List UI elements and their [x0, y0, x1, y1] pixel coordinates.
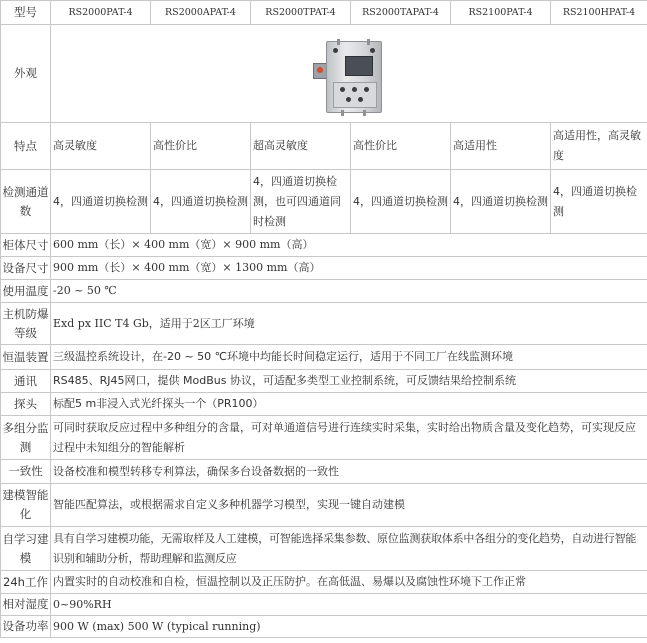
button-icon	[352, 87, 357, 92]
channel-value: 4，四通道切换检测	[551, 170, 647, 234]
feature-value: 高适用性，高灵敏度	[551, 123, 647, 170]
spec-value: 标配5 m非浸入式光纤探头一个（PR100）	[51, 393, 647, 416]
indicator-light-icon	[317, 67, 323, 73]
spec-row	[1, 416, 647, 460]
spec-label: 一致性	[1, 460, 51, 484]
spec-label: 自学习建模	[1, 527, 51, 571]
model-name: RS2100HPAT-4	[551, 1, 647, 25]
features-row	[1, 123, 647, 170]
spec-value: 具有自学习建模功能，无需取样及人工建模，可智能选择采集参数、原位监测获取体系中各组分的变化趋势，自动进行智能识别和辅助分析，帮助理解和监测反应	[51, 527, 647, 571]
button-icon	[364, 87, 369, 92]
spec-value: 900 W (max) 500 W (typical running)	[51, 616, 647, 638]
spec-label: 柜体尺寸	[1, 234, 51, 257]
button-icon	[346, 97, 351, 102]
spec-value: 可同时获取反应过程中多种组分的含量，可对单通道信号进行连续实时采集，实时给出物质含量及变化趋势，可实现反应过程中未知组分的智能解析	[51, 416, 647, 460]
button-icon	[358, 97, 363, 102]
spec-value: 设备校准和模型转移专利算法，确保多台设备数据的一致性	[51, 460, 647, 484]
spec-label: 建模智能化	[1, 484, 51, 527]
spec-value: 900 mm（长）× 400 mm（宽）× 1300 mm（高）	[51, 257, 647, 280]
model-name: RS2000TPAT-4	[251, 1, 351, 25]
spec-label: 24h工作	[1, 571, 51, 594]
channel-value: 4，四通道切换检测	[351, 170, 451, 234]
pipe-fitting	[367, 39, 370, 45]
channels-row	[1, 170, 647, 234]
channel-value: 4，四通道切换检测	[451, 170, 551, 234]
spec-label: 使用温度	[1, 280, 51, 303]
pipe-fitting	[363, 110, 366, 116]
header-row	[1, 1, 647, 25]
spec-value: RS485、RJ45网口，提供 ModBus 协议，可适配多类型工业控制系统，可反馈结果给控制系统	[51, 370, 647, 393]
latch-icon	[333, 48, 338, 53]
cabinet-body	[326, 41, 382, 113]
model-label: 型号	[1, 1, 51, 25]
spec-row	[1, 594, 647, 616]
feature-value: 高灵敏度	[51, 123, 151, 170]
spec-row	[1, 303, 647, 345]
channel-value: 4，四通道切换检测，也可四通道同时检测	[251, 170, 351, 234]
spec-value: 内置实时的自动校准和自检，恒温控制以及正压防护。在高低温、易爆以及腐蚀性环境下工作正常	[51, 571, 647, 594]
spec-row	[1, 234, 647, 257]
feature-value: 高性价比	[351, 123, 451, 170]
spec-row	[1, 571, 647, 594]
spec-label: 探头	[1, 393, 51, 416]
spec-value: -20 ~ 50 ℃	[51, 280, 647, 303]
spec-row	[1, 460, 647, 484]
spec-value: 三级温控系统设计，在-20 ~ 50 ℃环境中均能长时间稳定运行，适用于不同工厂在线监测环境	[51, 345, 647, 370]
appearance-label: 外观	[1, 25, 51, 123]
feature-value: 高适用性	[451, 123, 551, 170]
feature-value: 高性价比	[151, 123, 251, 170]
spec-row	[1, 257, 647, 280]
display-window	[345, 56, 373, 76]
channel-value: 4，四通道切换检测	[151, 170, 251, 234]
spec-label: 主机防爆等级	[1, 303, 51, 345]
channel-value: 4，四通道切换检测	[51, 170, 151, 234]
spec-value: Exd px IIC T4 Gb，适用于2区工厂环境	[51, 303, 647, 345]
model-name: RS2000APAT-4	[151, 1, 251, 25]
spec-row	[1, 393, 647, 416]
model-name: RS2000TAPAT-4	[351, 1, 451, 25]
pipe-fitting	[337, 39, 340, 45]
spec-label: 设备功率	[1, 616, 51, 638]
model-name: RS2100PAT-4	[451, 1, 551, 25]
spec-label: 通讯	[1, 370, 51, 393]
spec-label: 多组分监测	[1, 416, 51, 460]
spec-value: 600 mm（长）× 400 mm（宽）× 900 mm（高）	[51, 234, 647, 257]
spec-label: 相对湿度	[1, 594, 51, 616]
model-name: RS2000PAT-4	[51, 1, 151, 25]
spec-label: 恒温装置	[1, 345, 51, 370]
pipe-fitting	[341, 110, 344, 116]
spec-row	[1, 345, 647, 370]
spec-row	[1, 616, 647, 638]
latch-icon	[370, 48, 375, 53]
feature-value: 超高灵敏度	[251, 123, 351, 170]
spec-value: 0~90%RH	[51, 594, 647, 616]
spec-value: 智能匹配算法，或根据需求自定义多种机器学习模型，实现一键自动建模	[51, 484, 647, 527]
button-icon	[340, 87, 345, 92]
channels-label: 检测通道数	[1, 170, 51, 234]
features-label: 特点	[1, 123, 51, 170]
spec-row	[1, 527, 647, 571]
spec-label: 设备尺寸	[1, 257, 51, 280]
spec-row	[1, 280, 647, 303]
lower-panel	[333, 82, 377, 108]
analyzer-cabinet-image	[313, 38, 393, 114]
spec-row	[1, 370, 647, 393]
spec-row	[1, 484, 647, 527]
